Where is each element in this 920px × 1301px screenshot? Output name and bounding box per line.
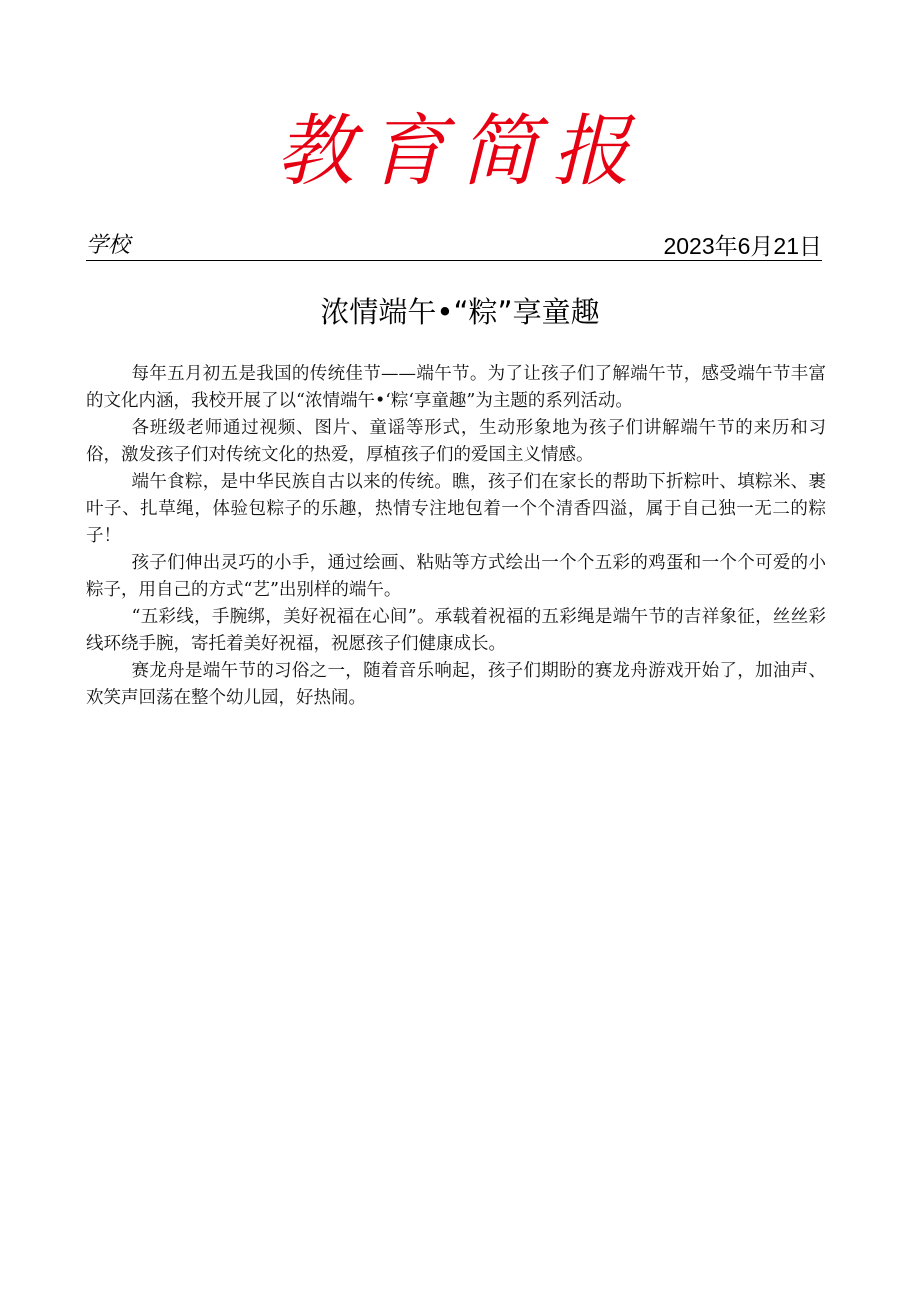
article-body <box>86 361 826 712</box>
issue-date: 2023年6月21日 <box>663 233 822 259</box>
paragraph-colored-thread: “五彩线，手腕绑，美好祝福在心间”。承载着祝福的五彩绳是端午节的吉祥象征，丝丝彩线环绕手腕，寄托着美好祝福，祝愿孩子们健康成长。 <box>86 607 826 654</box>
paragraph-teaching: 各班级老师通过视频、图片、童谣等形式，生动形象地为孩子们讲解端午节的来历和习俗，激发孩子们对传统文化的热爱，厚植孩子们的爱国主义情感。 <box>86 418 826 465</box>
info-bar <box>86 230 822 261</box>
paragraph-zongzi: 端午食粽，是中华民族自古以来的传统。瞧，孩子们在家长的帮助下折粽叶、填粽米、裹叶子、扎草绳，体验包粽子的乐趣，热情专注地包着一个个清香四溢，属于自己独一无二的粽子！ <box>86 472 826 546</box>
paragraph-intro: 每年五月初五是我国的传统佳节——端午节。为了让孩子们了解端午节，感受端午节丰富的文化内涵，我校开展了以“浓情端午•‘粽‘享童趣”为主题的系列活动。 <box>86 364 826 411</box>
article-title: 浓情端午•“粽”享童趣 <box>320 295 600 329</box>
masthead-title: 教育简报 <box>275 107 644 197</box>
paragraph-painting: 孩子们伸出灵巧的小手，通过绘画、粘贴等方式绘出一个个五彩的鸡蛋和一个个可爱的小粽子，用自己的方式“艺”出别样的端午。 <box>86 553 826 600</box>
school-label: 学校 <box>86 233 131 258</box>
paragraph-dragon-boat: 赛龙舟是端午节的习俗之一，随着音乐响起，孩子们期盼的赛龙舟游戏开始了，加油声、欢笑声回荡在整个幼儿园，好热闹。 <box>86 661 826 708</box>
